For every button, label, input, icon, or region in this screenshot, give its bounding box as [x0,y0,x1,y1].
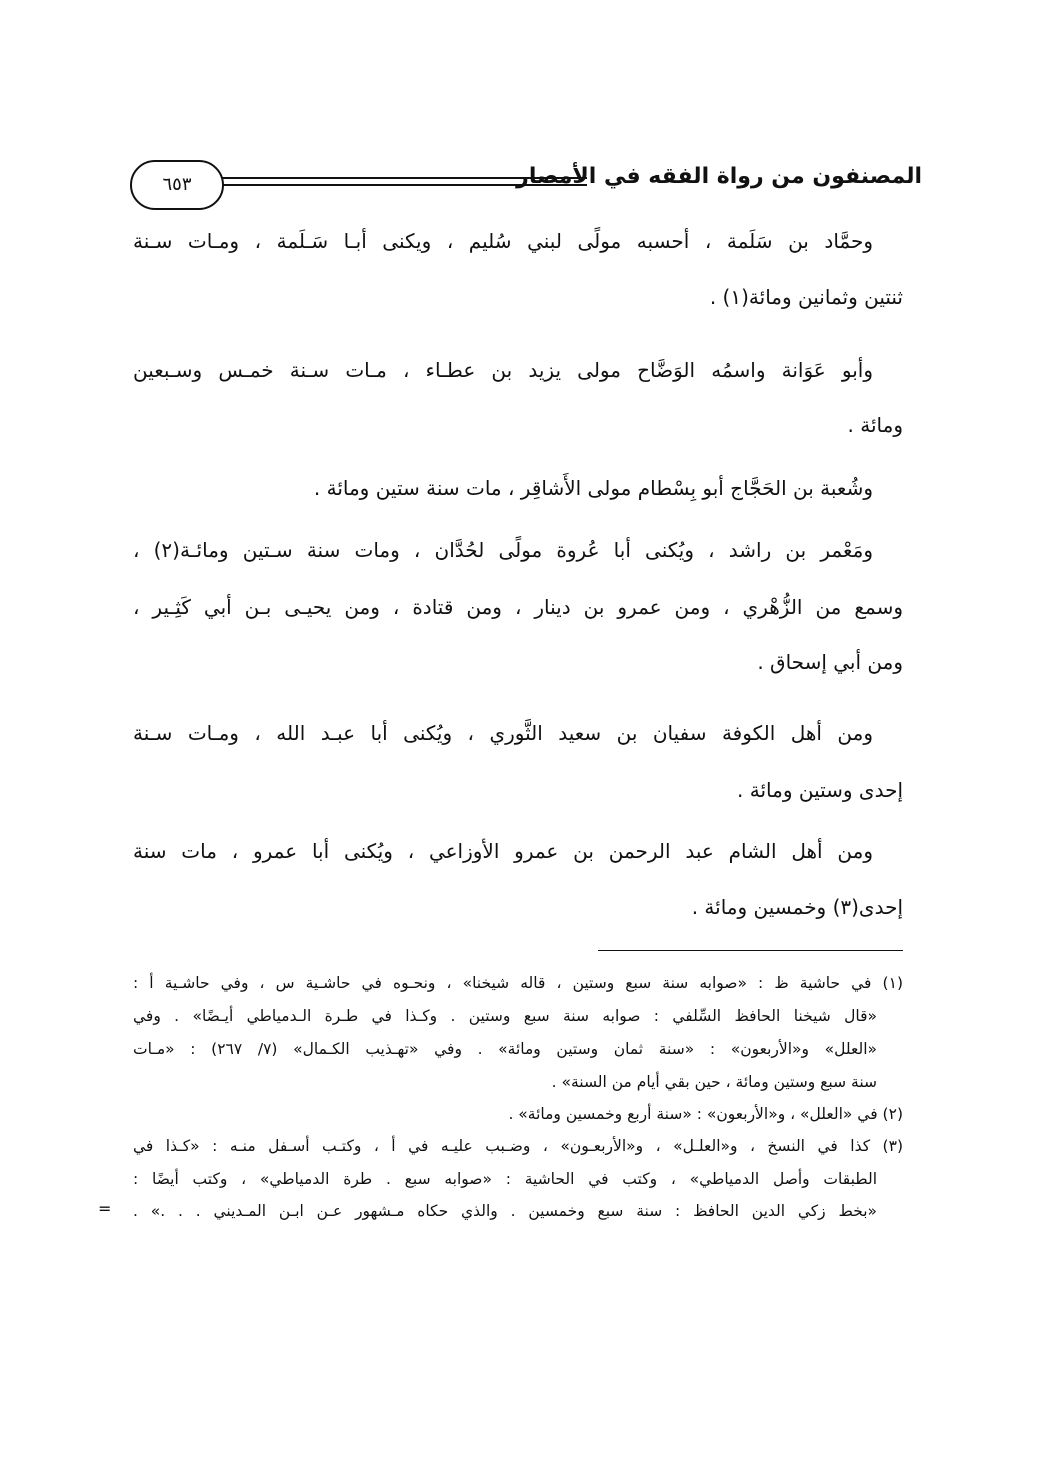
header-rule-top [222,177,587,179]
footnote-line: «بخط زكي الدين الحافظ : سنة سبع وخمسين . والذي حكاه مـشهور عـن ابـن المـديني . . .» . [133,1202,877,1220]
footnote-separator [598,950,903,951]
page-number: ٦٥٣ [130,160,224,210]
text-line: إحدى(٣) وخمسين ومائة . [691,895,903,919]
continuation-mark: = [98,1199,112,1218]
text-line: إحدى وستين ومائة . [737,778,903,802]
text-line: ومن أهل الكوفة سفيان بن سعيد الثَّوري ، ويُكنى أبا عبـد الله ، ومـات سـنة [133,721,873,745]
text-line: ومَعْمر بن راشد ، ويُكنى أبا عُروة مولًى لحُدَّان ، ومات سنة سـتين ومائـة(٢) ، [133,538,873,562]
text-line: ومن أهل الشام عبد الرحمن بن عمرو الأوزاعي ، ويُكنى أبا عمرو ، مات سنة [133,839,873,863]
footnote-line: سنة سبع وستين ومائة ، حين بقي أيام من السنة» . [551,1073,877,1091]
text-line: وحمَّاد بن سَلَمة ، أحسبه مولًى لبني سُليم ، ويكنى أبـا سَـلَمة ، ومـات سـنة [133,229,873,253]
text-line: ومائة . [847,413,903,437]
footnote-line: «العلل» و«الأربعون» : «سنة ثمان وستين ومائة» . وفي «تهـذيب الكـمال» (٧/ ٢٦٧) : «مـات [133,1040,877,1058]
footnote-line: (٣) كذا في النسخ ، و«العلـل» ، و«الأربعـون» ، وضـبب عليـه في أ ، وكتـب أسـفل منـه : «كـذا في [133,1137,903,1155]
text-line: ومن أبي إسحاق . [757,650,903,674]
footnote-line: الطبقات وأصل الدمياطي» ، وكتب في الحاشية : «صوابه سبع . طرة الدمياطي» ، وكتب أيضًا : [133,1170,877,1188]
footnote-line: «قال شيخنا الحافظ السِّلفي : صوابه سنة سبع وستين . وكـذا في طـرة الـدمياطي أيـضًا» . وفي [133,1007,877,1025]
text-line: وسمع من الزُّهْري ، ومن عمرو بن دينار ، ومن قتادة ، ومن يحيـى بـن أبي كَثِـير ، [133,595,903,619]
running-header-title: المصنفون من رواة الفقه في الأمصار [516,164,922,189]
text-line: ثنتين وثمانين ومائة(١) . [709,285,903,309]
header-rule-bottom [222,184,587,186]
footnote-line: (١) في حاشية ظ : «صوابه سنة سبع وستين ، قاله شيخنا» ، ونحـوه في حاشـية س ، وفي حاشـية أ : [133,974,903,992]
text-line: وشُعبة بن الحَجَّاج أبو بِسْطام مولى الأَشاقِر ، مات سنة ستين ومائة . [313,476,873,500]
text-line: وأبو عَوَانة واسمُه الوَضَّاح مولى يزيد بن عطـاء ، مـات سـنة خمـس وسـبعين [133,358,873,382]
footnote-line: (٢) في «العلل» ، و«الأربعون» : «سنة أربع وخمسين ومائة» . [508,1105,903,1123]
